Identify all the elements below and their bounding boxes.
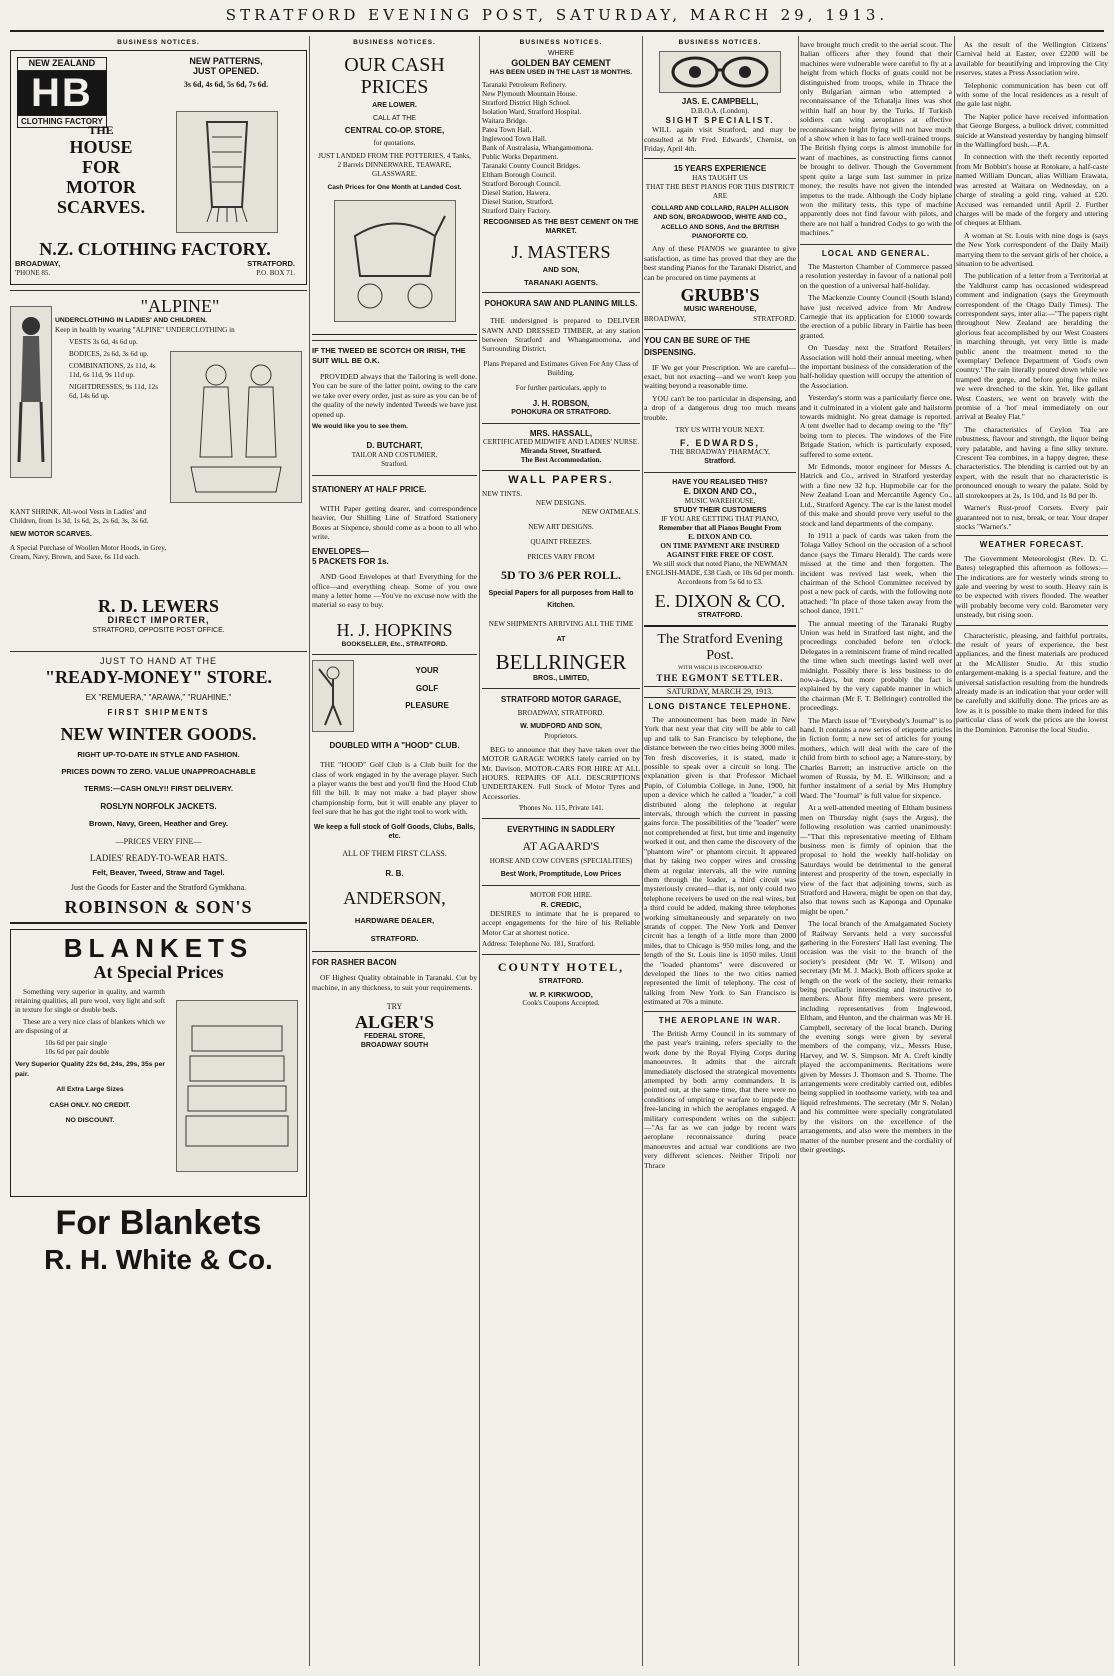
saddlery-heading: EVERYTHING IN SADDLERY [507, 825, 615, 835]
issue-date: SATURDAY, MARCH 29, 1913. [644, 686, 796, 697]
midwife-line: CERTIFICATED MIDWIFE AND LADIES' NURSE. [483, 438, 639, 447]
call-at: CALL AT THE [373, 114, 416, 122]
prices-fine: —PRICES VERY FINE— [115, 836, 202, 846]
telephone-heading: LONG DISTANCE TELEPHONE. [648, 701, 792, 711]
local-item: The annual meeting of the Taranaki Rugby Union was held in Stratford last night, and the proceedings concluded before ten o'clock. Delegates in a reminiscent frame of mind recalled the time when such meetings lasted well over midnight. Possibly there is less business to do now-a-days, but more probably the fact is explained by the very capable manner in which the chairman (Mr F. T. Bellringer) controlled the proceedings. [800, 618, 952, 713]
envelopes-text: AND Good Envelopes at that! Everything for the office—and everything cheap. Some of you owe many a letter home —You've no excuse now with the material so easy to buy. [312, 572, 477, 610]
roslyn-jackets: ROSLYN NORFOLK JACKETS. [100, 801, 217, 811]
alpine-keep: Keep in health by wearing "ALPINE" UNDERCLOTHING in [55, 325, 235, 334]
grubbs-address [644, 315, 796, 324]
rasher-text: OF Highest Quality obtainable in Taranaki. Cut by machine, in any thickness, to suit your requirements. [312, 973, 477, 992]
address-left: BROADWAY, [15, 259, 61, 269]
cement-place: Taranaki Petroleum Refinery. [482, 80, 567, 89]
lewers-title: DIRECT IMPORTER, [107, 615, 210, 626]
at-line: AT [556, 635, 566, 643]
welcome-line: We would like you to see them. [312, 423, 408, 431]
column-6-item: The characteristics of Ceylon Tea are robustness, flavour and strength, the liquor being very palatable, and having a fine silky texture. Crescent Tea combines, in a happy degree, these characteristics. The blending is carried out by an expert, with the result that no characteristic is pronounced enough to weary the palate. Sold by all storekeepers at 2s, 1s 10d, and 1s 8d per lb. [956, 424, 1108, 500]
cement-place: Diesel Station, Hawera. [482, 188, 551, 197]
envelopes-heading: ENVELOPES— [312, 547, 369, 557]
column-5 [800, 36, 952, 1666]
cash-prices-ad [312, 50, 477, 335]
lewers-block [10, 596, 307, 635]
dixon-name-2: E. DIXON AND CO. [688, 532, 752, 541]
kant-shrink: KANT SHRINK, All-wool Vests in Ladies' and Children, from 1s 3d, 1s 6d, 2s, 2s 6d, 3s, 3s 6d. [10, 508, 149, 526]
campbell-name: JAS. E. CAMPBELL, [681, 97, 759, 107]
motor-hire: MOTOR FOR HIRE. [530, 890, 592, 899]
blankets-desc: Something very superior in quality, and warmth retaining qualities, all pure wool, very light and soft in texture for single or double beds. [15, 988, 165, 1015]
packets-line: 5 PACKETS FOR 1s. [312, 556, 389, 566]
local-general-heading: LOCAL AND GENERAL. [800, 244, 952, 258]
county-hotel: COUNTY HOTEL, [497, 960, 625, 975]
column-3 [482, 36, 640, 1666]
dispensing-heading: YOU CAN BE SURE OF THE DISPENSING. [644, 335, 751, 357]
studio-text: Characteristic, pleasing, and faithful portraits, the result of years of experience, the best appliances, and the finest materials are produced at the McAllister Studio. At this studio enlargement-making is a special feature, and the universal satisfaction resulting from the hundreds already made is an indication that your order will be carefully and skilfully done. The prices are as low as it is possible to make them indeed for this particular class of work the prices are the lowest in the Dominion. Patronise the local Studio. [956, 630, 1108, 734]
section-label: BUSINESS NOTICES. [678, 39, 762, 46]
golf-line: YOUR [415, 666, 439, 676]
ladies-hats: LADIES' READY-TO-WEAR HATS. [89, 853, 228, 864]
cement-place: Isolation Ward, Stratford Hospital. [482, 107, 582, 116]
lewers-name: R. D. LEWERS [97, 596, 220, 617]
anderson-name: ANDERSON, [343, 888, 446, 909]
broadway-south: BROADWAY SOUTH [360, 1042, 429, 1050]
mudford-name: W. MUDFORD AND SON, [520, 723, 602, 731]
dixon-warehouse: MUSIC WAREHOUSE, [684, 496, 756, 505]
column-6-item: Warner's Rust-proof Corsets. Every pair guaranteed not to rust, break, or tear. Your draper stocks "Warner's." [956, 503, 1108, 531]
winter-goods: NEW WINTER GOODS. [60, 723, 257, 744]
column-2 [312, 36, 477, 1666]
golden-bay-cement: GOLDEN BAY CEMENT [511, 57, 611, 68]
weather-text: The Government Meteorologist (Rev. D. C. Bates) telegraphed this afternoon as follows:—The indications are for westerly winds strong to gale and veering by west to south. Heavy rain is to be expected with rivers flooded. The weather will probably become very cold. Barometer very unsteady, but rising soon. [956, 553, 1108, 620]
rasher-heading: FOR RASHER BACON [312, 958, 397, 968]
ready-money-ad [10, 657, 307, 917]
factory-name: N.Z. CLOTHING FACTORY. [39, 239, 271, 260]
local-item: On Tuesday next the Stratford Retailers' Association will hold their annual meeting, when the important business of the consideration of the half-holiday question will occupy the attention of the Association. [800, 343, 952, 390]
terms: TERMS:—CASH ONLY!! FIRST DELIVERY. [83, 784, 234, 794]
try-line: TRY [386, 1002, 403, 1012]
column-divider [479, 36, 480, 1666]
remember-line: Remember that all Pianos Bought From [658, 523, 782, 532]
new-oatmeals: NEW OATMEALS. [581, 507, 640, 516]
hopkins-name: H. J. HOPKINS [336, 619, 453, 640]
rh-white-ad [10, 1203, 307, 1277]
masthead-rule [10, 30, 1104, 32]
blanket-cash: CASH ONLY. NO CREDIT. [49, 1101, 131, 1109]
factory-contact [15, 269, 295, 278]
house-for-scarves [41, 123, 161, 217]
quotations: for quotations. [373, 138, 416, 147]
bookseller-line: BOOKSELLER, Etc., STRATFORD. [341, 640, 448, 648]
prices-vary: PRICES VARY FROM [527, 552, 595, 561]
po-box: P.O. BOX 71. [256, 268, 295, 277]
paper-text: WITH Paper getting dearer, and correspondence heavier, Our Shilling Line of Stratford Stationery Boxes at Sixpence, should come as a boon to all who write. [312, 503, 477, 541]
local-item: Yesterday's storm was a particularly fierce one, and it culminated in a violent gale and hailstorm towards midnight. No great damage is reported. A tent dweller had to decamp owing to the "fly" being torn to pieces. The windows of the Fire Brigade Station, which is particularly exposed, suffered to some extent. [800, 393, 952, 459]
dixon-name: E. DIXON AND CO., [683, 487, 757, 497]
column-divider [309, 36, 310, 1666]
column-6-item: A woman at St. Louis with nine dogs is (says the New York correspondent of the Daily Mail) marrying them to the servant girls of her choice, a situation to be advertised. [956, 230, 1108, 268]
column-6-item: Telephonic communication has been cut off with some of the local residences as a result of the gale last night. [956, 80, 1108, 109]
hb-logo-top: NEW ZEALAND [17, 57, 107, 70]
paper-name: The Stratford Evening Post. [657, 632, 783, 664]
phone-number: 'PHONE 85. [15, 268, 51, 277]
lewers-address: STRATFORD, OPPOSITE POST OFFICE. [92, 626, 225, 634]
golfer-illustration [312, 660, 354, 732]
underclothing-illustration [170, 351, 302, 503]
tweed-heading: IF THE TWEED BE SCOTCH OR IRISH, THE SUIT WILL BE O.K. [312, 346, 466, 366]
cement-place: Bank of Australasia, Whangamomona. [482, 143, 594, 152]
patterns-sub: JUST OPENED. [192, 65, 259, 76]
tailor-title: TAILOR AND COSTUMIER, [351, 450, 438, 459]
campbell-dboa: D.B.O.A. (London). [690, 106, 750, 115]
ready-top: JUST TO HAND AT THE [99, 656, 218, 667]
bellringer-bros: BROS., LIMITED, [533, 674, 589, 682]
factory-footer [15, 239, 295, 278]
local-item: In 1911 a pack of cards was taken from the Tolaga Valley School on the occasion of a school dance (says the Timaru Herald). The cards were missed at the time and then forgotten. The incident was revived last week, when the chairman of the School Committee received by post a new pack of cards, with the following note attached: "In place of those taken away from the school dance, 1911." [800, 530, 952, 616]
jacket-colors: Brown, Navy, Green, Heather and Grey. [89, 819, 228, 829]
further-line: For further particulars, apply to [515, 383, 607, 392]
blankets-ad [10, 929, 307, 1197]
robson-name: J. H. ROBSON, [532, 398, 590, 408]
garage-address: BROADWAY, STRATFORD. [517, 709, 605, 718]
house-line: HOUSE [69, 137, 133, 158]
masthead: STRATFORD EVENING POST, SATURDAY, MARCH 29, 1913. [225, 6, 889, 24]
column-4 [644, 36, 796, 1666]
blankets-text [15, 988, 165, 1125]
golf-line: PLEASURE [405, 700, 449, 710]
incorporated-line: WITH WHICH IS INCORPORATED [678, 665, 762, 672]
particular-text: YOU can't be too particular in dispensing, and a drop of a dangerous drug too much means trouble. [644, 393, 796, 422]
butchart-name: D. BUTCHART, [366, 441, 423, 451]
house-line: THE [88, 123, 114, 138]
column-1 [10, 36, 307, 1666]
first-shipments: FIRST SHIPMENTS [107, 708, 210, 718]
hb-logo-bottom: CLOTHING FACTORY [17, 115, 107, 128]
local-item: The local branch of the Amalgamated Society of Railway Servants held a very successful gathering in the Foresters' Hall last evening. The occasion was the visit to the branch of the society's president (Mr W. T. Wilson) and secretary (Mr M. J. Mack). Both officers spoke at length on the work of the society, their remarks being peculiarly interesting and instructive to members. About fifty members were present, including representatives from Inglewood, Eltham, and Hunton, and the chairman was Mr H. Campbell, secretary of the local branch. During the evening songs were given by several members of the company, viz., Messrs Huse, Harvey, and W. S. Simpson. Mr A. Creft kindly played the accompaniments. Recitations were given by Messrs J. Thomson and S. Thorne. The arrangements were creditably carried out, edibles being supplied in toothsome variety, with tea and liquid refreshments. The secretary (Mr S. Nolan) and his committee were specially congratulated by the visitors on the excellence of the arrangements, and also were the members in the matter of the number present and the cordiality of their greetings. [800, 919, 952, 1154]
kirkwood-name: W. P. KIRKWOOD, [529, 989, 593, 999]
pohokura-text: THE undersigned is prepared to DELIVER SAWN AND DRESSED TIMBER, at any station between Stratford and Whangamomona, and Surrounding District. [482, 316, 640, 354]
alpine-item: NIGHTDRESSES, 9s 11d, 12s 6d, 14s 6d up. [69, 382, 158, 400]
garage-text: BEG to announce that they have taken over the MOTOR GARAGE WORKS lately carried on by Mr. Davison. MOTOR-CARS FOR HIRE AT ALL HOURS. REPAIRS OF ALL DESCRIPTIONS UNDERTAKEN. Full Stock of Motor Tyres and Accessories. [482, 744, 640, 801]
stationery-heading: STATIONERY AT HALF PRICE. [312, 484, 427, 494]
proprietors: Proprietors. [544, 731, 578, 740]
central-coop: CENTRAL CO-OP. STORE, [344, 126, 445, 136]
pohokura-heading: POHOKURA SAW AND PLANING MILLS. [484, 299, 638, 309]
column-6 [956, 36, 1108, 1666]
doubled-heading: DOUBLED WITH A "HOOD" CLUB. [329, 741, 460, 751]
alpine-item: COMBINATIONS, 2s 11d, 4s 11d, 6s 11d, 9s 11d up. [69, 361, 156, 379]
campbell-text: WILL again visit Stratford, and may be consulted at Mr Fred. Edwards', Chemist, on Friday, April 4th. [644, 125, 796, 154]
column-6-item: The publication of a letter from a Territorial at the Yaldhurst camp has occasioned widespread comment and indignation (says the Greymouth correspondent of the Otago Daily Times). The correspondent says, inter alia:—"The papers right throughout New Zealand are heralding the glorious feat accomplished by our West Coasters in marching through, yet very little is made public anent the treatment meted to the 'exemplary' Defence Department of 'God's own country.' The rain literally poured down while we tramped the gorge, and before going five miles we were drenched to the skin. Yet, like gallant West Coasters, we went on bravely with the promise of a 'hot' meal immediately on our arrival at Bealey Flat." [956, 271, 1108, 422]
first-class: ALL OF THEM FIRST CLASS. [342, 849, 447, 859]
new-shipments: NEW SHIPMENTS ARRIVING ALL THE TIME [488, 619, 634, 628]
anderson-initials: R. B. [385, 868, 404, 878]
aeroplane-article: The British Army Council in its summary of the past year's training, refers specially to the work done by the Royal Flying Corps during manoeuvres. It admits that the aircraft immediately disclosed the strategical movements attempted by both army commanders. It is pointed out, at the same time, that there were no conditions of umpiring or warfare to impede the free-lancing in which the aeroplanes engaged. A military correspondent writes on the subject:—"As far as we can judge by recent wars aeroplane reconnaissance during peace manoeuvres and actual war conditions are two very different sciences. Neither Tripoli nor Thrace [644, 1029, 796, 1170]
easter-note: Just the Goods for Easter and the Stratford Gymkhana. [70, 882, 247, 892]
price-range: 5D TO 3/6 PER ROLL. [501, 567, 621, 582]
are-lower: ARE LOWER. [372, 102, 417, 110]
wallpapers-heading: WALL PAPERS. [508, 474, 614, 487]
house-line: FOR [82, 157, 120, 178]
local-item: Mr Edmonds, motor engineer for Messrs A. Hatrick and Co., arrived in Stratford yesterday with a fine new 32 h.p. Hupmobile car for the New Zealand Loan and Mercantile Agency Co., Ltd., Stratford Agency. The car is the latest model of this make and should prove very useful to the stock and land departments of the company. [800, 462, 952, 528]
alpine-extras [10, 508, 170, 561]
local-item: The March issue of "Everybody's Journal" is to hand. It contains a new series of etiquette articles in fiction form; a new set of articles for young mothers, which will deal with the care of the child from birth to school age; a Nature-story, by Charles Barrett; an instructive article on the women of Russia, by M. E. Wilkinson; and a further instalment of a serial by Mrs Humphry Ward. The "Journal" is full value for sixpence. [800, 715, 952, 800]
dispensing-text: IF We get your Prescription. We are careful—exact, but not exacting—and we won't keep you waiting beyond a reasonable time. [644, 362, 796, 391]
getting-piano: IF YOU ARE GETTING THAT PIANO, [661, 514, 779, 523]
sight-specialist: SIGHT SPECIALIST. [665, 115, 775, 125]
hb-clothing-ad [10, 50, 307, 285]
grubbs-name: GRUBB'S [680, 285, 760, 306]
taught-line: HAS TAUGHT US [692, 173, 748, 182]
pharmacy-town: Stratford. [704, 458, 736, 466]
insured-line: ON TIME PAYMENT ARE INSURED AGAINST FIRE FREE OF COST. [660, 541, 780, 559]
golf-lines [382, 664, 472, 718]
telephone-article: The announcement has been made in New York that next year that city will be able to call up and talk to San Francisco by telephone, the distance between the two cities being 3000 miles. Ten fresh discoveries, it is stated, made it possible to speak over a circuit so long. The explanation given is that Professor Michael Pupin, of Columbia College, in June, 1900, hit upon a device which he called a "loader," a coil distributed along the telephone at regular intervals, through which the current in passing gains force. The possibilities of the "loader" were not comprehended at first, but time and ingenuity worked it out, and then came the discovery of the "phantom wire" or phantom circuit. It appeared that by taking two copper wires and crossing them at regular intervals, all the wire running them through the loader, a third circuit was mysteriously created—that is, not only could two telephone receivers be used on the real wires, but a third could be added, making three telephones working simultaneously and separately on two strands of copper. The New York and Denver circuit has a length of a little more than 2000 miles, that to Chicago is 950 miles long, and the length of the St. Louis line is 1050 miles. Until the "loaded phantoms" were discovered or developed the lines to the two cities named represented the limit of telephony. The cost of talking from New York to San Francisco is estimated at 70s a minute. [644, 715, 796, 1007]
house-line: SCARVES. [57, 197, 145, 218]
golf-line: GOLF [415, 683, 439, 693]
prices-down: PRICES DOWN TO ZERO. VALUE UNAPPROACHABLE [61, 767, 256, 777]
grubbs-left: BROADWAY, [644, 314, 686, 323]
cement-recognised: RECOGNISED AS THE BEST CEMENT ON THE MARKET. [483, 218, 639, 236]
alpine-title: "ALPINE" [140, 296, 220, 317]
for-blankets: For Blankets [55, 1204, 262, 1243]
hardware-dealer: HARDWARE DEALER, [354, 916, 435, 926]
column-6-item: In connection with the theft recently reported from Mr Bobbitt's house at Rotokare, a half-caste named William Duncan, alias William Erawata, was arrested at Waitara on Wednesday, on a charge of stealing a gold ring, valued at £20. Accused was remanded until April 2. Further charges will be made of the forgery and uttering of cheques at Eltham. [956, 152, 1108, 228]
motor-scarves-desc: A Special Purchase of Woollen Motor Hoods, in Grey, Cream, Navy, Brown, and Saxe, 6s 11d each. [10, 543, 167, 561]
patterns-prices: 3s 6d, 4s 6d, 5s 6d, 7s 6d. [183, 80, 269, 90]
realised-heading: HAVE YOU REALISED THIS? [672, 478, 768, 486]
credic-address: Address: Telephone No. 181, Stratford. [482, 940, 595, 949]
pram-illustration [334, 200, 456, 322]
masters-son: AND SON, [542, 265, 580, 275]
hb-logo [17, 57, 107, 128]
rh-white: R. H. White & Co. [44, 1244, 273, 1276]
woman-figure-illustration [10, 306, 52, 478]
tailor-town: Stratford. [381, 460, 408, 469]
section-label: BUSINESS NOTICES. [117, 39, 200, 46]
address-right: STRATFORD. [247, 259, 295, 269]
garage-phones: 'Phones No. 115, Private 141. [518, 804, 604, 813]
bellringer-name: BELLRINGER [495, 649, 627, 674]
tailor-text: PROVIDED always that the Tailoring is well done. You can be sure of the latter point, owing to the care we take over every order, just as sure as you can be of the quality of the newly indented Tweeds we have just opened up. [312, 372, 477, 419]
alpine-item: BODICES, 2s 6d, 3s 6d up. [69, 349, 149, 358]
local-item: The Mackenzie County Council (South Island) have just received advice from Mr Andrew Carnegie that its application for £1000 towards the erection of a public library in Fairlie has been granted. [800, 293, 952, 340]
try-next: TRY US WITH YOUR NEXT. [675, 425, 765, 434]
pharmacy-name: THE BROADWAY PHARMACY, [670, 448, 770, 457]
column-6-item: As the result of the Wellington Citizens' Carnival held at Easter, over £2200 will be available for beautifying and improving the City reserves, states a Press Association wire. [956, 40, 1108, 78]
alpine-items [55, 338, 165, 401]
piano-makers: COLLARD AND COLLARD, RALPH ALLISON AND SON, BROADWOOD, WHITE AND CO., ACELLO AND SONS, And the BRITISH PIANOFORTE CO. [651, 204, 789, 241]
patterns-title: NEW PATTERNS, [189, 56, 263, 67]
accommodation: The Best Accommodation. [520, 456, 602, 465]
local-item: The Masterton Chamber of Commerce passed a resolution yesterday in favour of a national poll on the question of a universal half-holiday. [800, 261, 952, 290]
miranda-street: Miranda Street, Stratford. [520, 447, 602, 456]
cement-place: Diesel Station, Stratford. [482, 197, 554, 206]
new-designs: NEW DESIGNS. [535, 498, 587, 507]
local-general-items [800, 262, 952, 1154]
column-divider [954, 36, 955, 1666]
cement-place: Eltham Borough Council. [482, 170, 557, 179]
house-line: MOTOR [66, 177, 136, 198]
agaard-name: AT AGAARD'S [522, 839, 600, 854]
golf-ad-top [312, 660, 477, 740]
pianos-line: THAT THE BEST PIANOS FOR THIS DISTRICT ARE [645, 182, 795, 200]
cement-place: Public Works Department. [482, 152, 559, 161]
special-papers: Special Papers for all purposes from Hall to Kitchen. [488, 589, 634, 609]
art-designs: NEW ART DESIGNS. [528, 522, 594, 531]
blanket-price: 10s 6d per pair double [45, 1048, 110, 1057]
federal-store: FEDERAL STORE, [364, 1032, 425, 1040]
dixon-town: STRATFORD. [697, 611, 743, 619]
golf-stock: We keep a full stock of Golf Goods, Clubs, Balls, etc. [313, 823, 476, 840]
piano-guarantee: Any of these PIANOS we guarantee to give satisfaction, as time has proved that they are the best standing Pianos for the Taranaki District, and can be procured on time payments at [644, 244, 796, 282]
hood-text: THE "HOOD" Golf Club is a Club built for the class of work engaged in by the average player. Such a player wants the best and you'll find the Hood Club fill the bill. It may not make a bad player show championship form, but it will enable any player to feel sure that he has got the right tool to work with. [312, 760, 477, 817]
robson-address: POHOKURA OR STRATFORD. [511, 409, 611, 417]
cement-place: Waitara Bridge. [482, 116, 528, 125]
spectacles-icon [659, 51, 781, 93]
motor-scarves-heading: NEW MOTOR SCARVES. [10, 531, 92, 539]
hat-types: Felt, Beaver, Tweed, Straw and Tagel. [92, 868, 225, 878]
hassall-name: MRS. HASSALL, [529, 428, 593, 438]
cement-place: Stratford Borough Council. [482, 179, 561, 188]
egmont-settler: THE EGMONT SETTLER. [656, 672, 784, 683]
hb-logo-mark: HB [17, 71, 107, 115]
local-item: At a well-attended meeting of Eltham business men on Thursday night (says the Argus), the following resolution was carried unanimously:—"That this representative meeting of Eltham business men is firmly of opinion that the proposal to hold the weekly half-holiday on Saturdays would be detrimental to the general interest and prosperity of the town, especially in view of the fact that adjoining towns, such as Stratford and Hawera, might be open on that day, also that towns such as Kaponga and Opunake might be open." [800, 803, 952, 916]
quaint-friezes: QUAINT FREEZES. [530, 537, 592, 546]
new-tints: NEW TINTS. [482, 489, 523, 498]
scarf-illustration [176, 111, 278, 233]
cement-place: New Plymouth Mountain House. [482, 89, 578, 98]
alpine-subtitle: UNDERCLOTHING IN LADIES' AND CHILDREN. [55, 317, 208, 325]
cement-used: HAS BEEN USED IN THE LAST 18 MONTHS. [489, 69, 633, 77]
grubbs-right: STRATFORD. [753, 314, 796, 323]
robinson-name: ROBINSON & SON'S [64, 897, 253, 918]
patterns-block [161, 57, 291, 89]
folded-blankets-illustration [176, 1000, 298, 1172]
credic-name: R. CREDIC, [540, 899, 582, 909]
section-label: BUSINESS NOTICES. [519, 39, 603, 46]
alpine-item: VESTS 3s 6d, 4s 6d up. [69, 337, 138, 346]
best-work: Best Work, Promptitude, Low Prices [500, 871, 622, 879]
hardware-town: STRATFORD. [370, 933, 419, 943]
credic-text: DESIRES to intimate that he is prepared to accept engagements for the hire of his Reliable Motor Car at shortest notice. [482, 908, 640, 937]
garage-heading: STRATFORD MOTOR GARAGE, [500, 695, 622, 705]
ship-names: EX "REMUERA," "ARAWA," "RUAHINE." [85, 692, 232, 702]
music-warehouse: MUSIC WAREHOUSE, [683, 306, 757, 314]
edwards-name: F. EDWARDS, [679, 437, 760, 448]
section-label: BUSINESS NOTICES. [353, 39, 436, 46]
blanket-superior: Very Superior Quality 22s 6d, 24s, 29s, 35s per pair. [15, 1061, 165, 1078]
cement-place: Patea Town Hall. [482, 125, 532, 134]
study-customers: STUDY THEIR CUSTOMERS [673, 506, 767, 514]
factory-address [15, 259, 295, 268]
dixon-stock: We still stock that noted Piano, the NEWMAN ENGLISH-MADE, £38 Cash, or 10s 6d per month. Accordeons from 5s 6d to £3. [645, 559, 795, 586]
weather-heading: WEATHER FORECAST. [956, 535, 1108, 549]
right-up-to-date: RIGHT UP-TO-DATE IN STYLE AND FASHION. [77, 749, 240, 759]
ready-store: "READY-MONEY" STORE. [44, 666, 273, 687]
blankets-desc: These are a very nice class of blankets which we are disposing of at [15, 1018, 165, 1036]
masters-agents: TARANAKI AGENTS. [524, 277, 598, 287]
cement-place: Stratford District High School. [482, 98, 571, 107]
blankets-subtitle: At Special Prices [93, 962, 224, 983]
just-landed: JUST LANDED FROM THE POTTERIES, 4 Tanks, 2 Barrels DINNERWARE, TEAWARE, GLASSWARE. [318, 151, 471, 178]
aeroplane-heading: THE AEROPLANE IN WAR. [644, 1011, 796, 1025]
cash-month: Cash Prices for One Month at Landed Cost. [327, 183, 462, 191]
experience-heading: 15 YEARS EXPERIENCE [673, 164, 767, 174]
blankets-title: BLANKETS [63, 933, 254, 964]
cement-place: Inglewood Town Hall. [482, 134, 547, 143]
cash-title: OUR CASH PRICES [344, 54, 445, 99]
blanket-discount: NO DISCOUNT. [65, 1116, 115, 1124]
where-line: WHERE [547, 50, 575, 58]
dixon-big: E. DIXON & CO. [654, 590, 786, 611]
column-divider [798, 36, 799, 1666]
blanket-price: 10s 6d per pair single [45, 1039, 107, 1048]
column-divider [642, 36, 643, 1666]
horse-covers: HORSE AND COW COVERS (SPECIALITIES) [489, 857, 633, 866]
blanket-large: All Extra Large Sizes [56, 1086, 124, 1094]
alpine-ad [10, 296, 307, 646]
county-town: STRATFORD. [538, 978, 584, 986]
algers-name: ALGER'S [354, 1011, 435, 1032]
coupons: Cook's Coupons Accepted. [522, 999, 600, 1007]
cement-place: Stratford Dairy Factory. [482, 206, 551, 215]
cement-place: Taranaki County Council Bridges. [482, 161, 581, 170]
column-6-item: The Napier police have received information that George Burgess, a bullock driver, committed suicide at Wanstead yesterday by hanging himself in the Wallingford bush.—P.A. [956, 111, 1108, 150]
cement-places-list [482, 81, 640, 216]
plans-line: Plans Prepared and Estimates Given For Any Class of Building. [483, 359, 639, 377]
masters-name: J. MASTERS [511, 242, 611, 263]
column-6-items [956, 40, 1108, 531]
aeroplane-continued: have brought much credit to the aerial scout. The Italian officers after they found that their machines were vulnerable were careful to fly at a height from which flocks of goats could not be distinguished from troops, while in Thrace the only Bulgarian airman who attempted a reconnaissance of the Tchatalja lines was shot within half an hour by the Turks. If Turkish soldiers can wing aeroplanes at effective reconnaissance height flying will not have much of a show when it has to face well-trained troops. The British flying corps is almost immobile for want of machines, as constructing firms cannot be brought to deliver. Though the Government spent quite a large sum last summer in prize money, the results have not given the intended impetus to the trade. Although the Cody biplane won the military tests, this type of machine apparently does not find favour with pilots, and there are not half a hundred Codys to go with the machines." [800, 40, 952, 238]
